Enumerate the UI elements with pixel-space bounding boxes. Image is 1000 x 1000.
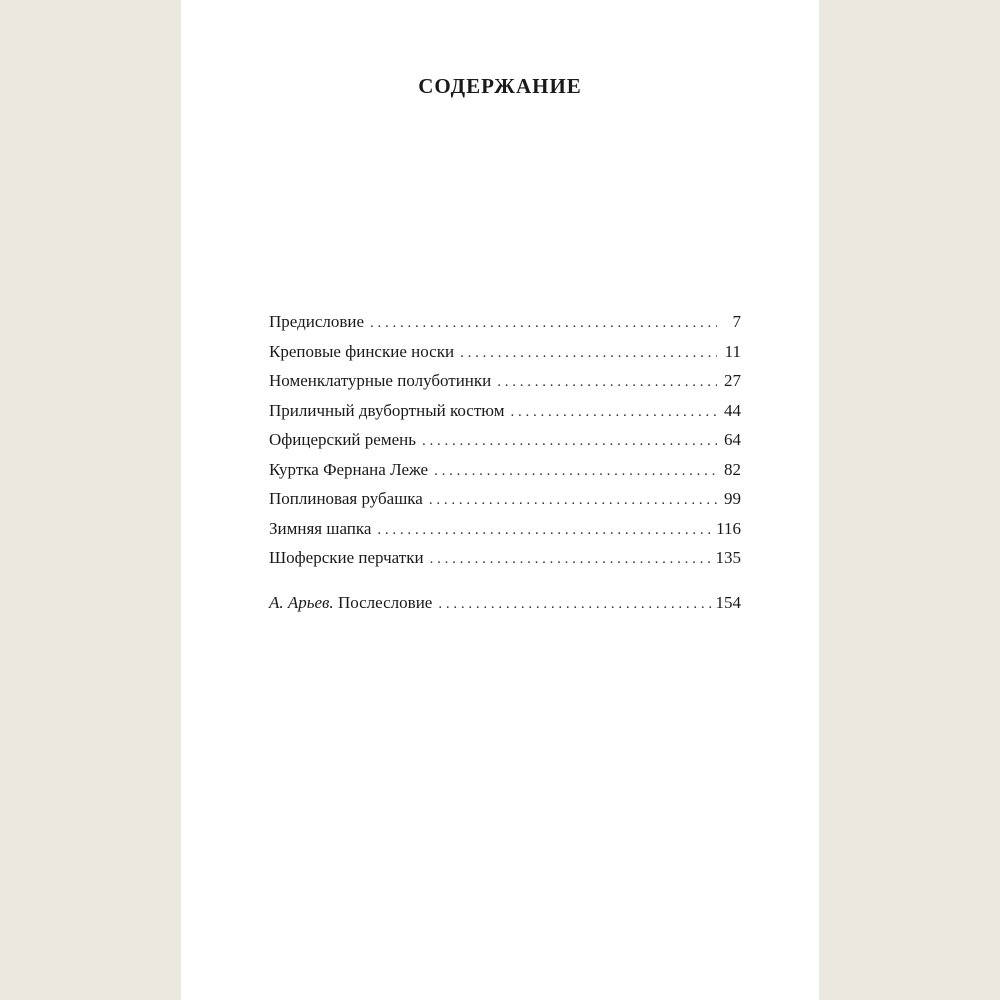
toc-entry [269,425,741,455]
toc-entry-title: Куртка Фернана Леже [269,459,429,479]
toc-entry-page: 82 [724,459,741,479]
toc-entry [269,455,741,485]
afterword-title: Послесловие [337,592,433,612]
toc-entry-page: 154 [715,592,741,612]
dot-leader [460,339,717,369]
dot-leader [370,309,717,339]
toc-entry [269,307,741,337]
toc-entry-title: Приличный двубортный костюм [269,400,505,420]
page-title: СОДЕРЖАНИЕ [418,74,582,98]
toc-entry-page: 64 [724,430,741,449]
toc-entry-page: 7 [732,312,741,331]
toc-entry-page: 44 [724,400,741,420]
toc-entry-afterword [269,588,741,618]
dot-leader [434,457,717,487]
toc-entry-title: Номенклатурные полуботинки [269,371,492,390]
toc-entry-title: Зимняя шапка [269,518,372,538]
toc-entry-page: 116 [716,518,741,538]
dot-leader [511,398,718,428]
dot-leader [430,545,712,575]
toc-entry-page: 27 [724,371,741,390]
toc-entry-page: 99 [724,489,741,508]
toc-entry-title: Креповые финские носки [269,341,455,361]
toc-entry [269,337,741,367]
toc-entry [269,366,741,396]
table-of-contents [269,307,741,617]
toc-entry [269,484,741,514]
toc-entry-page: 135 [715,548,741,567]
toc-entry-title: Поплиновая рубашка [269,489,423,508]
dot-leader [377,516,712,546]
toc-entry-title [269,588,432,618]
toc-entry-title: Офицерский ремень [269,430,416,449]
toc-entry-page: 11 [724,341,741,361]
toc-entry [269,396,741,426]
dot-leader [497,368,717,398]
afterword-author: А. Арьев. [269,592,334,612]
toc-entry-title: Шоферские перчатки [269,548,424,567]
book-page [181,0,819,1000]
toc-entry [269,543,741,573]
dot-leader [429,486,717,516]
toc-entry [269,514,741,544]
dot-leader [422,427,717,457]
toc-entry-title: Предисловие [269,312,365,331]
dot-leader [438,590,711,620]
